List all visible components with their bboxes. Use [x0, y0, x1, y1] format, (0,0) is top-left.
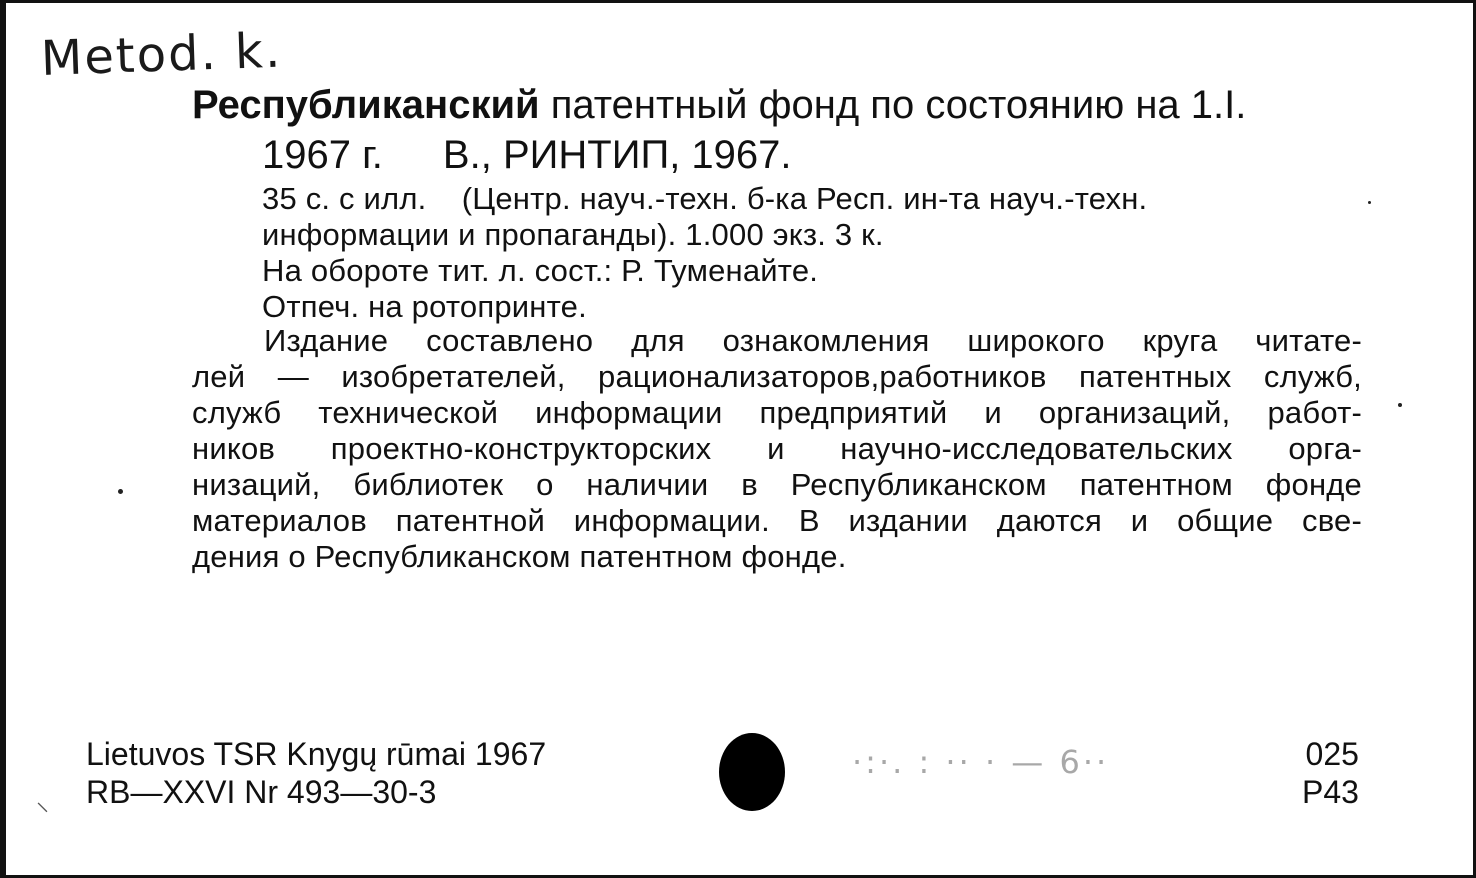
- annotation-line: дения о Республиканском патентном фонде.: [192, 539, 847, 574]
- annotation-line: низаций, библиотек о наличии в Республиканском патентном фонде: [192, 467, 1362, 502]
- punch-hole-dot: [719, 733, 785, 811]
- title-line: [192, 83, 1246, 128]
- classification-index: P43: [1302, 774, 1359, 810]
- imprint-year: 1967 г.: [262, 133, 383, 177]
- footer-publisher: Lietuvos TSR Knygų rūmai 1967: [86, 736, 547, 772]
- compiler-note: На обороте тит. л. сост.: Р. Туменайте.: [262, 253, 819, 288]
- handwritten-note: Metod. k.: [40, 22, 283, 87]
- annotation-line: Издание составлено для ознакомления широкого круга читате-: [264, 323, 1362, 358]
- annotation-line: служб технической информации предприятий и организаций, работ-: [192, 395, 1362, 430]
- title-rest: патентный фонд по состоянию на 1.I.: [539, 83, 1247, 127]
- imprint-line: [262, 133, 792, 178]
- physical-description: 35 с. с илл. (Центр. науч.-техн. б-ка Респ. ин-та науч.-техн.: [262, 181, 1148, 216]
- ink-speck: [118, 489, 123, 494]
- footer-record-number: RB—XXVI Nr 493—30-3: [86, 774, 437, 810]
- annotation-line: материалов патентной информации. В издании даются и общие све-: [192, 503, 1362, 538]
- faded-stamp: ·:·. : ·· · — 6··: [852, 743, 1110, 781]
- margin-mark: ⸌: [36, 798, 50, 828]
- physical-description-cont: информации и пропаганды). 1.000 экз. 3 к.: [262, 217, 884, 252]
- imprint-publisher: В., РИНТИП, 1967.: [442, 133, 792, 177]
- classification-code: 025: [1305, 736, 1359, 772]
- ink-speck: [1368, 201, 1371, 204]
- title-bold: Республиканский: [192, 83, 540, 127]
- footer-classification: [1302, 735, 1359, 811]
- footer-bibliographic: [86, 735, 546, 811]
- annotation-line: лей — изобретателей, рационализаторов,работников патентных служб,: [192, 359, 1362, 394]
- print-note: Отпеч. на ротопринте.: [262, 289, 587, 324]
- ink-speck: [1398, 403, 1402, 407]
- annotation-line: ников проектно-конструкторских и научно-исследовательских орга-: [192, 431, 1362, 466]
